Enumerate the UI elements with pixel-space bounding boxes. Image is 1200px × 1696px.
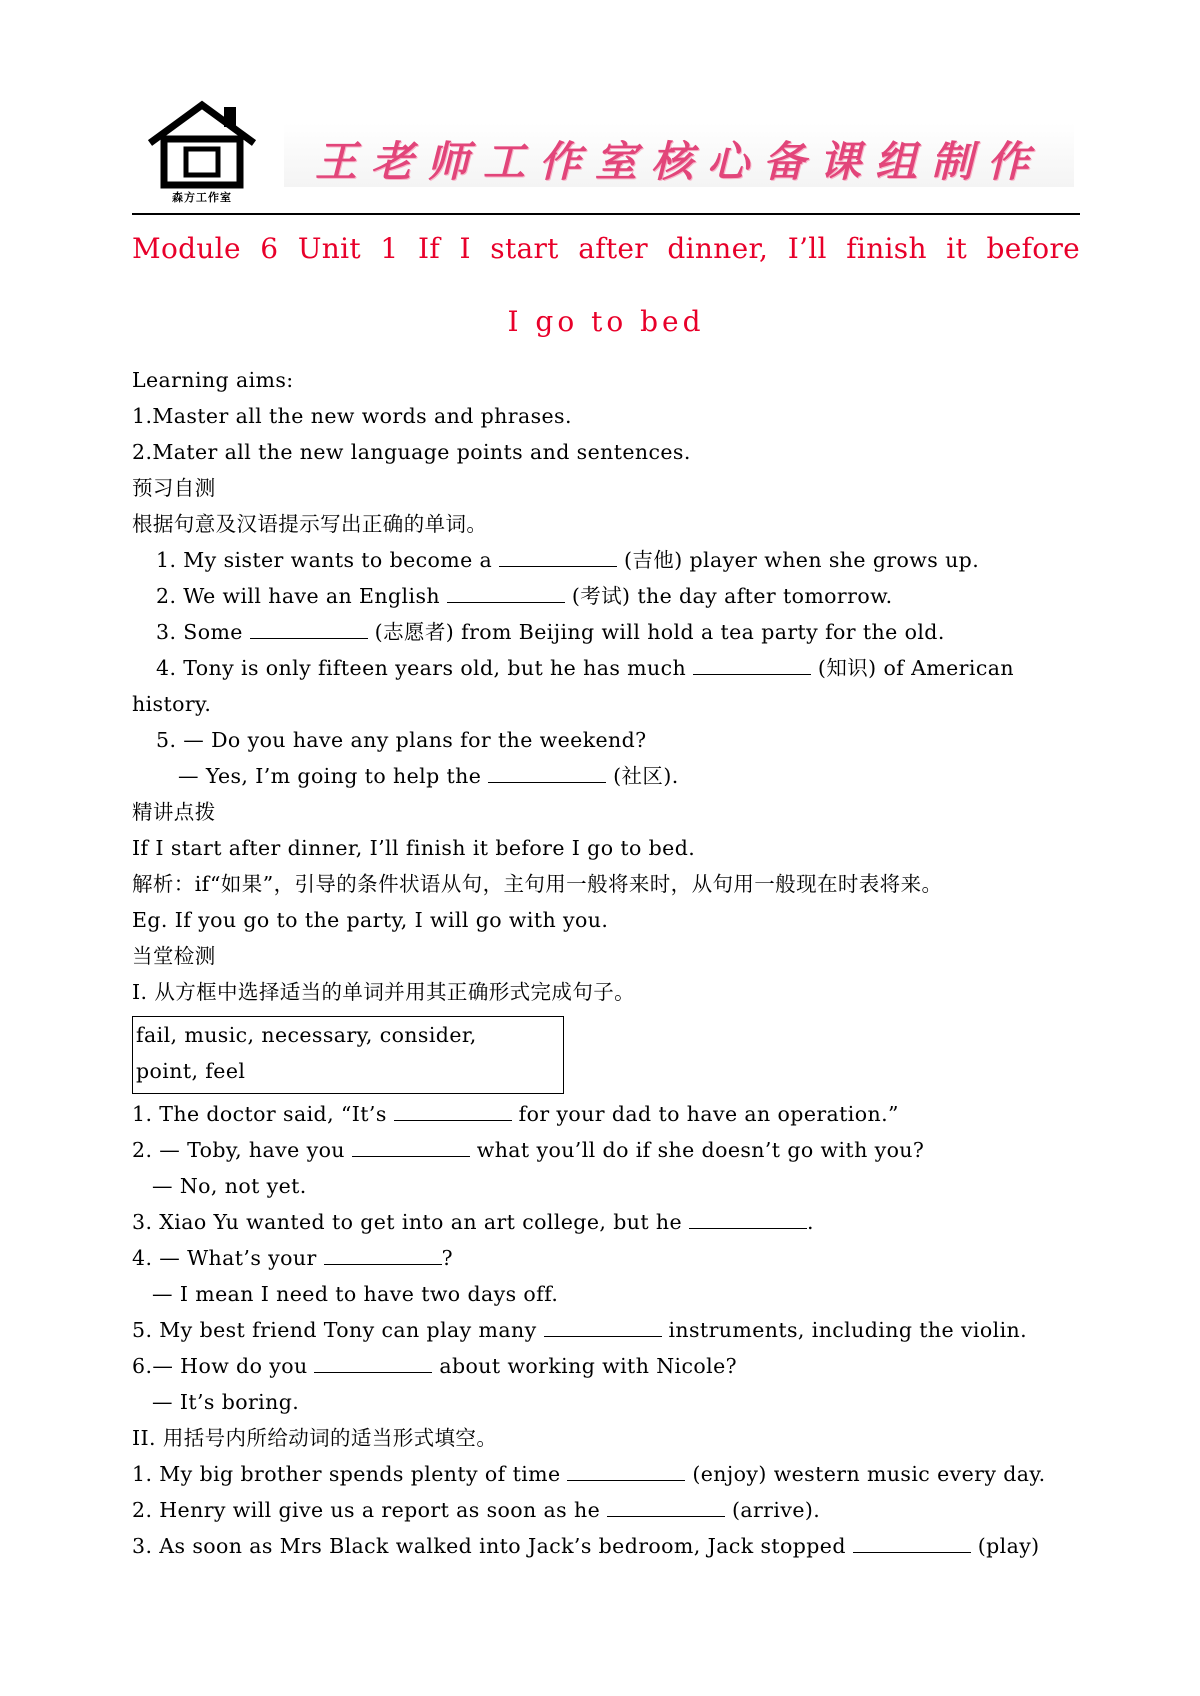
preview-instruction: 根据句意及汉语提示写出正确的单词。 — [132, 512, 488, 536]
header-divider — [132, 213, 1080, 215]
test-question: 6.— How do you about working with Nicole? — [132, 1354, 738, 1378]
page-title-line2: I go to bed — [507, 305, 705, 338]
explain-example: Eg. If you go to the party, I will go with you. — [132, 908, 609, 932]
preview-question-cont: history. — [132, 692, 212, 716]
preview-question: 5. — Do you have any plans for the weekend? — [156, 728, 647, 752]
answer-blank[interactable] — [447, 584, 565, 603]
test-question: 2. — Toby, have you what you’ll do if she doesn’t go with you? — [132, 1138, 925, 1162]
logo-caption: 森方工作室 — [172, 191, 232, 204]
answer-blank[interactable] — [567, 1462, 685, 1481]
answer-blank[interactable] — [853, 1534, 971, 1553]
test-answer: — I mean I need to have two days off. — [152, 1282, 559, 1306]
word-box-line: point, feel — [136, 1059, 246, 1083]
test-heading: 当堂检测 — [132, 944, 216, 968]
aim-item: 1.Master all the new words and phrases. — [132, 404, 572, 428]
answer-blank[interactable] — [314, 1354, 432, 1373]
preview-heading: 预习自测 — [132, 476, 216, 500]
answer-blank[interactable] — [693, 656, 811, 675]
explain-heading: 精讲点拨 — [132, 800, 216, 824]
preview-question: 2. We will have an English (考试) the day after tomorrow. — [156, 584, 893, 608]
aim-item: 2.Mater all the new language points and sentences. — [132, 440, 691, 464]
banner — [284, 123, 1074, 187]
answer-blank[interactable] — [499, 548, 617, 567]
answer-blank[interactable] — [394, 1102, 512, 1121]
part2-title: II. 用括号内所给动词的适当形式填空。 — [132, 1426, 498, 1450]
test-answer: — It’s boring. — [152, 1390, 300, 1414]
page-header — [132, 95, 1080, 215]
word-box-line: fail, music, necessary, consider, — [136, 1023, 477, 1047]
test-question: 3. Xiao Yu wanted to get into an art college, but he . — [132, 1210, 814, 1234]
answer-blank[interactable] — [607, 1498, 725, 1517]
house-icon — [144, 99, 260, 189]
banner-text: 王老师工作室核心备课组制作 — [314, 137, 1043, 186]
explain-analysis: 解析：if“如果”，引导的条件状语从句，主句用一般将来时，从句用一般现在时表将来。 — [132, 872, 943, 896]
part2-question: 2. Henry will give us a report as soon as he (arrive). — [132, 1498, 821, 1522]
explain-sentence: If I start after dinner, I’ll finish it before I go to bed. — [132, 836, 696, 860]
page-title-line1: Module 6 Unit 1 If I start after dinner, I’ll finish it before — [132, 232, 1080, 265]
answer-blank[interactable] — [352, 1138, 470, 1157]
preview-question: — Yes, I’m going to help the (社区). — [178, 764, 679, 788]
answer-blank[interactable] — [544, 1318, 662, 1337]
aims-heading: Learning aims: — [132, 368, 294, 392]
preview-question: 4. Tony is only fifteen years old, but he has much (知识) of American — [156, 656, 1014, 680]
test-question: 5. My best friend Tony can play many instruments, including the violin. — [132, 1318, 1028, 1342]
house-logo — [144, 99, 260, 207]
part2-question: 3. As soon as Mrs Black walked into Jack’s bedroom, Jack stopped (play) — [132, 1534, 1040, 1558]
answer-blank[interactable] — [488, 764, 606, 783]
part1-title: I. 从方框中选择适当的单词并用其正确形式完成句子。 — [132, 980, 636, 1004]
test-answer: — No, not yet. — [152, 1174, 307, 1198]
answer-blank[interactable] — [250, 620, 368, 639]
part2-question: 1. My big brother spends plenty of time (enjoy) western music every day. — [132, 1462, 1046, 1486]
test-question: 4. — What’s your ? — [132, 1246, 454, 1270]
preview-question: 1. My sister wants to become a (吉他) player when she grows up. — [156, 548, 980, 572]
preview-question: 3. Some (志愿者) from Beijing will hold a tea party for the old. — [156, 620, 945, 644]
answer-blank[interactable] — [689, 1210, 807, 1229]
answer-blank[interactable] — [324, 1246, 442, 1265]
test-question: 1. The doctor said, “It’s for your dad to have an operation.” — [132, 1102, 899, 1126]
